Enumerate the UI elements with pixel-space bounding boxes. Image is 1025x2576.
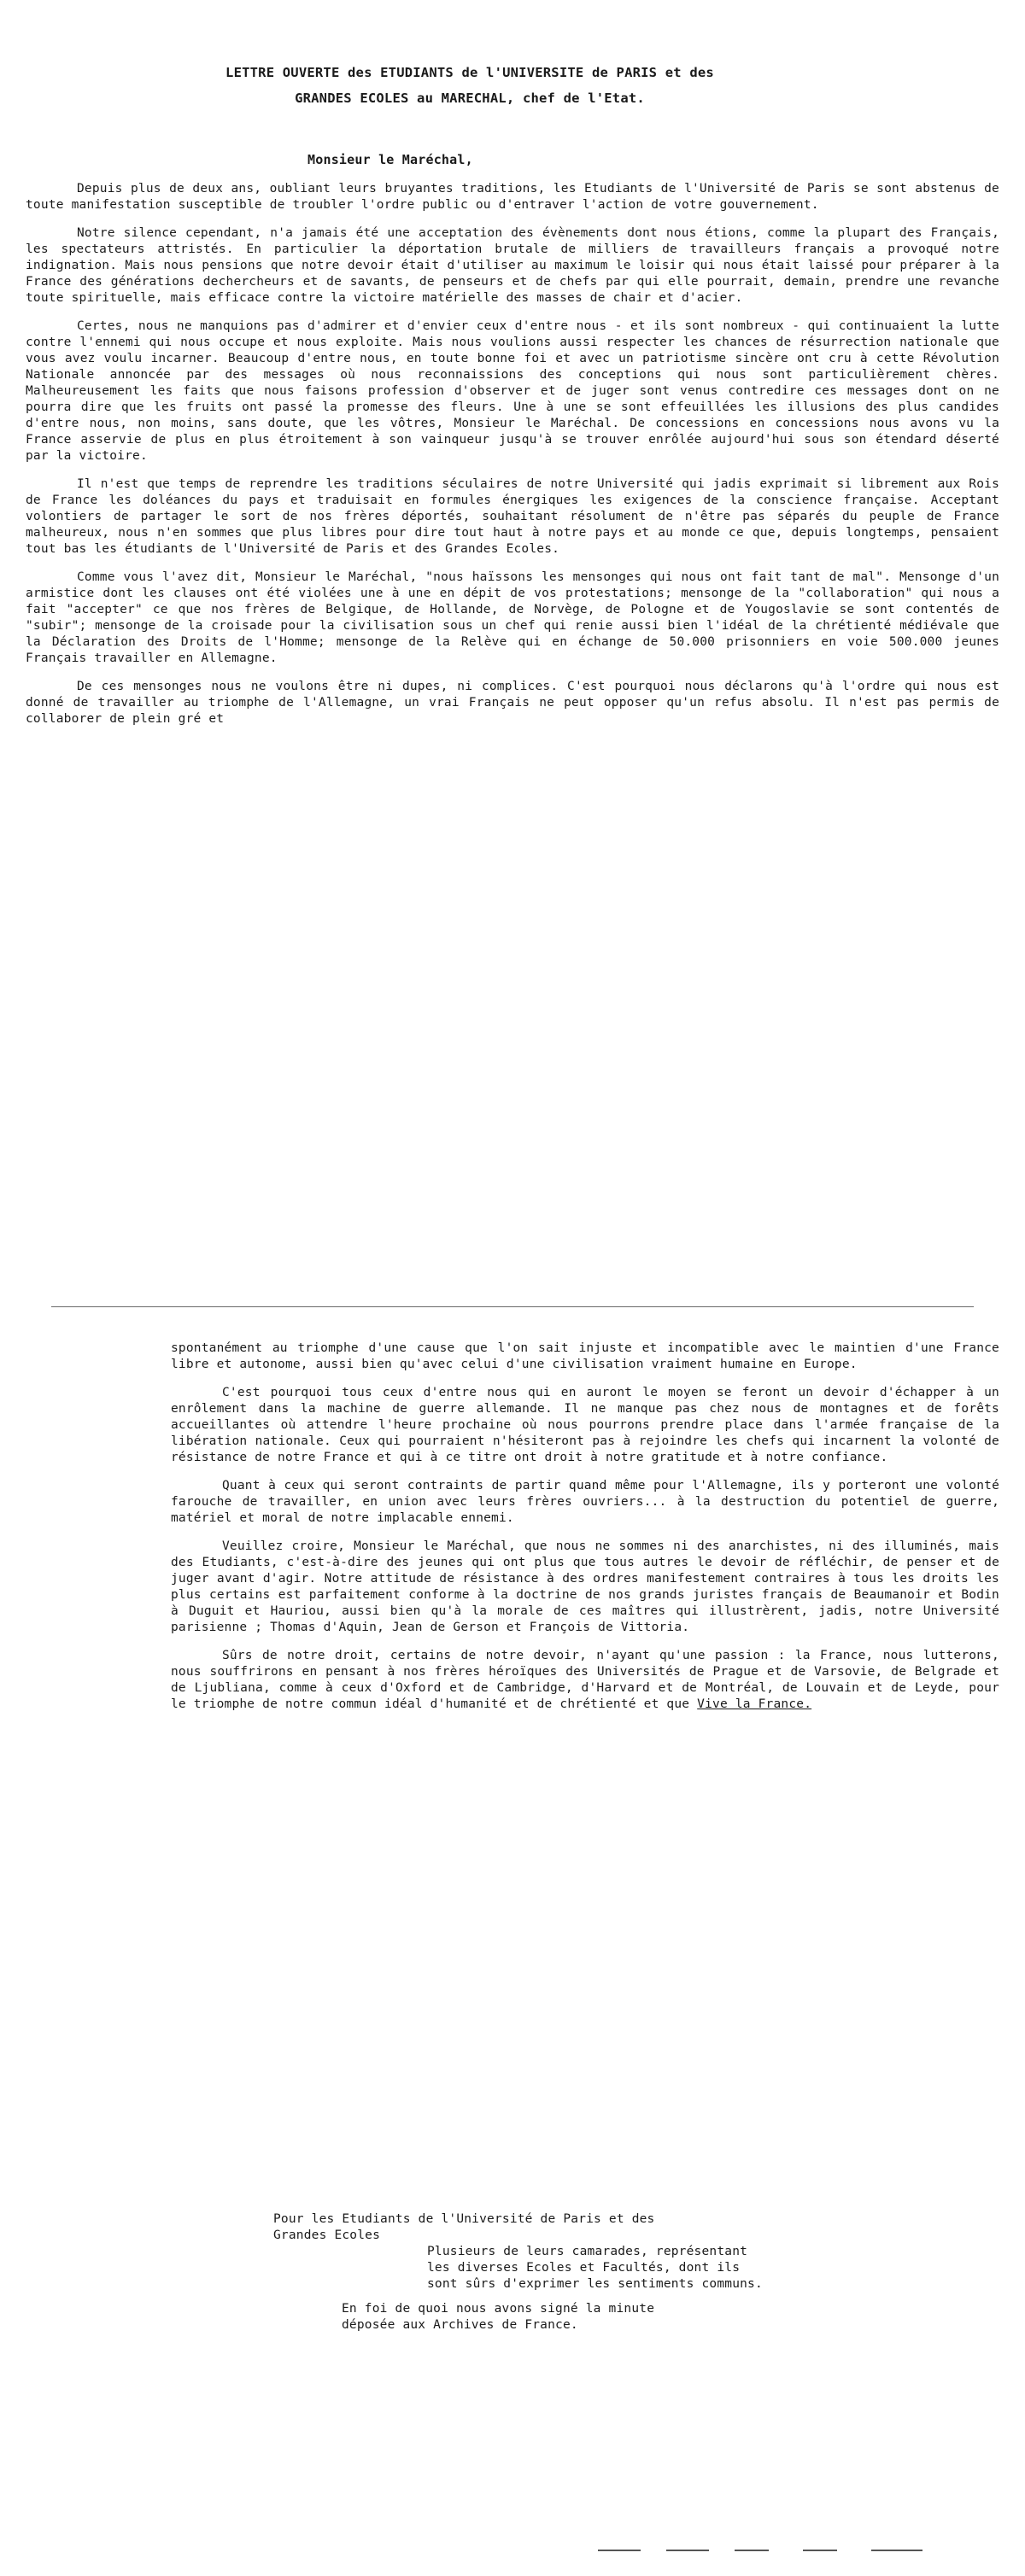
- page-break-divider: [51, 1306, 974, 1307]
- paragraph: Il n'est que temps de reprendre les traditions séculaires de notre Université qui jadis exprimait si librement aux Rois de France les doléances du pays et traduisait en formules énergiques les exigences de la conscience française. Acceptant volontiers de partager le sort de nos frères déportés, souhaitant résolument de n'être pas séparés du peuple de France malheureux, nous n'en sommes que plus libres pour dire tout haut à notre pays et au monde ce que, depuis longtemps, pensaient tout bas les étudiants de l'Université de Paris et des Grandes Ecoles.: [26, 477, 999, 556]
- signature-line: déposée aux Archives de France.: [342, 2318, 578, 2332]
- title-line-2: GRANDES ECOLES au MARECHAL, chef de l'Etat.: [295, 91, 645, 106]
- paragraph: Certes, nous ne manquions pas d'admirer et d'envier ceux d'entre nous - et ils sont nombreux - qui continuaient la lutte contre l'ennemi qui nous occupe et nous exploite. Mais nous voulions aussi respecter les chances de résurrection nationale que vous avez voulu incarner. Beaucoup d'entre nous, en toute bonne foi et avec un patriotisme sincère ont cru à cette Révolution Nationale annoncée par des messages où nous reconnaissions des conceptions qui nous sont particulièrement chères. Malheureusement les faits que nous faisons profession d'observer et de juger sont venus contredire ces messages dont on ne pourra dire que les fruits ont passé la promesse des fleurs. Une à une se sont effeuillées les illusions des plus candides d'entre nous, non moins, sans doute, que les vôtres, Monsieur le Maréchal. De concessions en concessions nous avons vu la France asservie de plus en plus étroitement à son vainqueur jusqu'à se trouver enrôlée aujourd'hui sous son étendard déserté par la victoire.: [26, 319, 999, 463]
- scan-mark: [598, 2550, 641, 2551]
- signature-line: Grandes Ecoles: [273, 2228, 381, 2242]
- scan-mark: [871, 2550, 922, 2551]
- letter-body-part-1: [26, 181, 999, 739]
- paragraph-final-text: Sûrs de notre droit, certains de notre devoir, n'ayant qu'une passion : la France, nous lutterons, nous souffrirons en pensant à nos frères héroïques des Universités de Prague et de Varsovie, de Belgrade et de Ljubliana, comme à ceux d'Oxford et de Cambridge, d'Harvard et de Montréal, de Louvain et de Leyde, pour le triomphe de notre commun idéal d'humanité et de chrétienté et que: [171, 1649, 999, 1711]
- signature-line: En foi de quoi nous avons signé la minute: [342, 2302, 655, 2316]
- signature-block: [273, 2211, 957, 2334]
- paragraph: Quant à ceux qui seront contraints de partir quand même pour l'Allemagne, ils y porteront une volonté farouche de travailler, en union avec leurs frères ouvriers... à la destruction du potentiel de guerre, matériel et moral de notre implacable ennemi.: [171, 1479, 999, 1525]
- signature-line: Plusieurs de leurs camarades, représentant: [427, 2245, 748, 2258]
- scan-mark: [803, 2550, 837, 2551]
- paragraph-final: [171, 1648, 999, 1713]
- signature-line: sont sûrs d'exprimer les sentiments communs.: [427, 2277, 763, 2291]
- paragraph: De ces mensonges nous ne voulons être ni dupes, ni complices. C'est pourquoi nous déclarons qu'à l'ordre qui nous est donné de travailler au triomphe de l'Allemagne, un vrai Français ne peut opposer qu'un refus absolu. Il n'est pas permis de collaborer de plein gré et: [26, 680, 999, 726]
- title-line-1: LETTRE OUVERTE des ETUDIANTS de l'UNIVERSITE de PARIS et des: [226, 65, 714, 80]
- paragraph: C'est pourquoi tous ceux d'entre nous qui en auront le moyen se feront un devoir d'échapper à un enrôlement dans la machine de guerre allemande. Il ne manque pas chez nous de montagnes et de forêts accueillantes où attendre l'heure prochaine où nous pourrons prendre place dans l'armée française de la libération nationale. Ceux qui pourraient n'hésiteront pas à rejoindre les chefs qui incarnent la volonté de résistance de notre France et qui à ce titre ont droit à notre gratitude et à notre confiance.: [171, 1386, 999, 1464]
- paragraph: Veuillez croire, Monsieur le Maréchal, que nous ne sommes ni des anarchistes, ni des illuminés, mais des Etudiants, c'est-à-dire des jeunes qui ont plus que tous autres le devoir de réfléchir, de penser et de juger avant d'agir. Notre attitude de résistance à des ordres manifestement contraires à tous les droits les plus certains est parfaitement conforme à la doctrine de nos grands juristes français de Beaumanoir et Bodin à Duguit et Hauriou, aussi bien qu'à la morale de ces maîtres qui illustrèrent, jadis, notre Université parisienne ; Thomas d'Aquin, Jean de Gerson et François de Vittoria.: [171, 1539, 999, 1634]
- letter-title: [85, 60, 854, 111]
- paragraph: Comme vous l'avez dit, Monsieur le Maréchal, "nous haïssons les mensonges qui nous ont fait tant de mal". Mensonge d'un armistice dont les clauses ont été violées une à une en dépit de vos protestations; mensonge de la "collaboration" qui nous a fait "accepter" ce que nos frères de Belgique, de Hollande, de Norvège, de Pologne et de Yougoslavie se sont contentés de "subir"; mensonge de la croisade pour la civilisation sous un chef qui renie aussi bien l'idéal de la chrétienté médiévale que la Déclaration des Droits de l'Homme; mensonge de la Relève qui en échange de 50.000 prisonniers en voie 500.000 jeunes Français travailler en Allemagne.: [26, 570, 999, 665]
- footer-scan-marks: [598, 2550, 982, 2555]
- salutation: Monsieur le Maréchal,: [308, 152, 473, 167]
- paragraph: spontanément au triomphe d'une cause que l'on sait injuste et incompatible avec le maintien d'une France libre et autonome, aussi bien qu'avec celui d'une civilisation vraiment humaine en Europe.: [171, 1341, 999, 1371]
- closing-exclamation: Vive la France.: [697, 1697, 812, 1711]
- letter-body-part-2: [171, 1341, 999, 1725]
- scan-mark: [666, 2550, 709, 2551]
- paragraph: Depuis plus de deux ans, oubliant leurs bruyantes traditions, les Etudiants de l'Université de Paris se sont abstenus de toute manifestation susceptible de troubler l'ordre public ou d'entraver l'action de votre gouvernement.: [26, 182, 999, 212]
- scan-mark: [735, 2550, 769, 2551]
- signature-line: Pour les Etudiants de l'Université de Paris et des: [273, 2212, 655, 2226]
- paragraph: Notre silence cependant, n'a jamais été une acceptation des évènements dont nous étions, comme la plupart des Français, les spectateurs attristés. En particulier la déportation brutale de milliers de travailleurs français a provoqué notre indignation. Mais nous pensions que notre devoir était d'utiliser au maximum le loisir qui nous était laissé pour préparer à la France des générations dechercheurs et de savants, de penseurs et de chefs par qui elle pourrait, demain, prendre une revanche toute spirituelle, mais efficace contre la victoire matérielle des masses de chair et d'acier.: [26, 226, 999, 305]
- signature-line: les diverses Ecoles et Facultés, dont ils: [427, 2261, 741, 2275]
